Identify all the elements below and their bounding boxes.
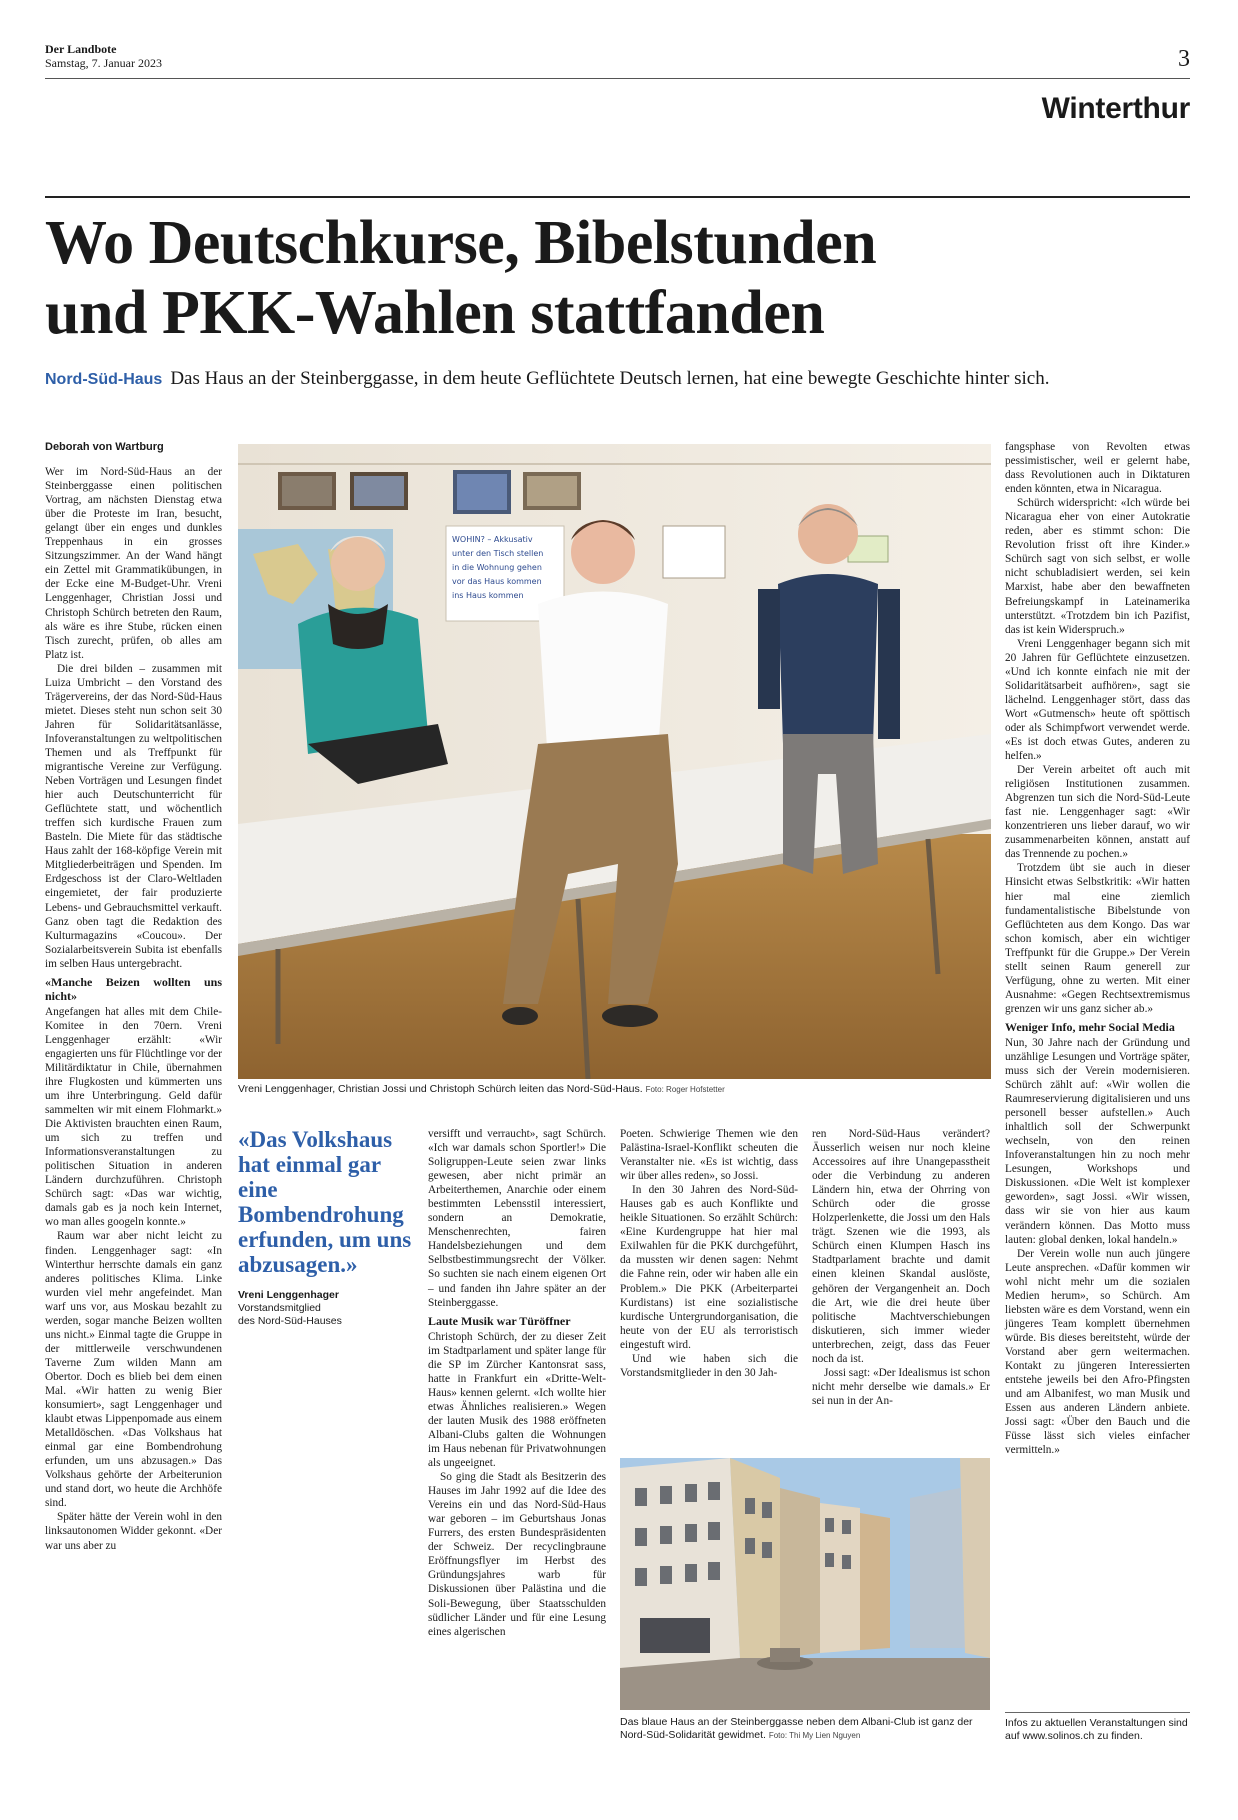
paragraph: versifft und verraucht», sagt Schürch. «Ich war damals schon Sportler!» Die Soligruppen-Leute seien zwar links gewesen, aber nicht primär an Arbeiterthemen, Anarchie oder einem bestimmten Lebensstil interessiert, sondern an Demokratie, Menschenrechten, fairen Handelsbeziehungen und dem Selbstbestimmungsrecht der Völker. So suchten sie nach einem eigenen Ort – und fanden ihn Jahre später an der Steinberggasse. (428, 1128, 606, 1309)
main-photo (238, 444, 991, 1079)
paragraph: Und wie haben sich die Vorstandsmitglieder in den 30 Jah- (620, 1352, 798, 1379)
paragraph: In den 30 Jahren des Nord-Süd-Hauses gab es auch Konflikte und heikle Situationen. So erzählt Schürch: «Eine Kurdengruppe hat hier mal Exilwahlen für die PKK durchgeführt, da mussten wir denen sagen: Nehmt die Fahne rein, oder wir haben alle ein Problem.» Die PKK (Arbeiterpartei Kurdistans) ist eine sozialistische kurdische Untergrundorganisation, die heute von der EU als terroristisch eingestuft wird. (620, 1184, 798, 1351)
newspaper-name: Der Landbote (45, 42, 117, 56)
column-6 (1005, 440, 1190, 1457)
street-photo-caption (620, 1716, 990, 1742)
board-line: vor das Haus kommen (452, 577, 542, 586)
issue-date: Samstag, 7. Januar 2023 (45, 56, 162, 70)
paragraph: Der Verein arbeitet oft auch mit religiösen Institutionen zusammen. Abgrenzen tun sich die Nord-Süd-Leute fast nie. Lenggenhager sagt: «Wir konzentrieren uns lieber darauf, wo wir zusammenarbeiten können, anstatt auf das Trennende zu pochen.» (1005, 764, 1190, 861)
paragraph: Poeten. Schwierige Themen wie den Palästina-Israel-Konflikt scheuten die Veranstalter nie. «Es ist wichtig, dass wir über alles reden», so Jossi. (620, 1128, 798, 1183)
paragraph: Später hätte der Verein wohl in den linksautonomen Widder gekonnt. «Der war uns aber zu (45, 1511, 222, 1552)
paragraph: Vreni Lenggenhager begann sich mit 20 Jahren für Geflüchtete einzusetzen. «Und ich konnte einfach nie mit der Solidaritätsarbeit aufhören», sagt sie lächelnd. Lenggenhager stört, dass das Wort «Gutmensch» heute oft spöttisch oder als Schimpfwort verwendet werde. «Es ist doch etwas Gutes, anderen zu helfen.» (1005, 637, 1190, 763)
quote-role: des Nord-Süd-Hauses (238, 1315, 342, 1327)
street-photo (620, 1458, 990, 1710)
paragraph: So ging die Stadt als Besitzerin des Hauses im Jahr 1992 auf die Idee des Vereins ein und das Nord-Süd-Haus war geboren – im Geburtshaus Jonas Furrers, des ersten Bundespräsidenten der Schweiz. Der recyclingbraune Eröffnungsflyer im Herbst des Gründungsjahres warb für Diskussionen über Palästina und die Soli-Bewegung, über Staatsschulden südlicher Länder und für eine Lesung eines algerischen (428, 1471, 606, 1638)
paragraph: fangsphase von Revolten etwas pessimistischer, weil er gelernt habe, dass Revolutionen auch in Diktaturen enden könnten, etwa in Nicaragua. (1005, 441, 1190, 496)
paragraph: Nun, 30 Jahre nach der Gründung und unzählige Lesungen und Vorträge später, muss sich der Verein modernisieren. Schürch zählt auf: «Wir wollen die Raumreservierung digitalisieren und uns personell besser aufstellen.» Auch inhaltlich soll der Schwerpunkt wechseln, von den reinen Infoveranstaltungen hin zu noch mehr Lesungen, Workshops und Diskussionen. «Die Welt ist komplexer geworden», sagt Jossi. «Wir wissen, dass wir sie von hier aus kaum verändern können. Das Motto muss lauten: global denken, lokal handeln.» (1005, 1036, 1190, 1246)
caption-text: Das blaue Haus an der Steinberggasse neben dem Albani-Club ist ganz der Nord-Süd-Solidarität gewidmet. (620, 1716, 973, 1741)
subheading: Weniger Info, mehr Social Media (1005, 1019, 1175, 1034)
masthead (45, 42, 162, 70)
info-box: Infos zu aktuellen Veranstaltungen sind auf www.solinos.ch zu finden. (1005, 1717, 1188, 1742)
subheading: Laute Musik war Türöffner (428, 1313, 571, 1328)
page-number: 3 (1178, 46, 1190, 72)
section-title: Winterthur (1041, 92, 1190, 125)
paragraph: Wer im Nord-Süd-Haus an der Steinberggasse einen politischen Vortrag, am nächsten Dienstag etwa über die Proteste im Iran, besucht, gelangt über ein enges und dunkles Treppenhaus in ein grosses Sitzungszimmer. An der Wand hängt ein Zettel mit Grammatikübungen, in der Ecke eine M-Budget-Uhr. Vreni Lenggenhager, Christian Jossi und Christoph Schürch betreten den Raum, als wäre es ihre Stube, rücken einen Tisch zurecht, prüfen, ob alles am Platz ist. (45, 466, 222, 661)
lead (45, 367, 1195, 392)
quote-role: Vorstandsmitglied (238, 1302, 321, 1314)
column-3 (428, 1127, 606, 1639)
headline-rule (45, 196, 1190, 198)
pull-quote (238, 1127, 418, 1328)
photo-credit: Foto: Roger Hofstetter (645, 1085, 725, 1094)
paragraph: ren Nord-Süd-Haus verändert? Äusserlich weisen nur noch kleine Accessoires auf ihre Unangepasstheit oder die Verbindung zu anderen Ländern hin, etwa der Ohrring von Schürch oder die grosse Holzperlenkette, die Jossi um den Hals trägt. Szenen wie die 1993, als Schürch einen Klumpen Hasch ins Stadtparlament brachte und damit einen kleinen Skandal auslöste, gehören der Vergangenheit an. Doch die Art, wie die drei heute über politische Machtverschiebungen diskutieren, sich immer wieder unterbrechen, zeigt, dass das Feuer noch da ist. (812, 1128, 990, 1365)
paragraph: Der Verein wolle nun auch jüngere Leute ansprechen. «Dafür kommen wir wohl nicht mehr um die sozialen Medien herum», so Schürch. Am liebsten wäre es dem Vorstand, wenn ein jüngeres Team komplett übernehmen würde. Bis dieses bereitsteht, würde der Vorstand aber gern weitermachen. Kontakt zu jüngeren Interessierten entstehe jeweils bei den Afro-Pfingsten und am Albanifest, wo man Musik und Essen aus anderen Ländern anbiete. Jossi sagt: «Über den Bauch und die Füsse lässt sich vieles einfacher vermitteln.» (1005, 1247, 1190, 1457)
paragraph: Trotzdem übt sie auch in dieser Hinsicht etwas Selbstkritik: «Wir hatten hier mal eine ziemlich fundamentalistische Bibelstunde von Geflüchteten aus dem Kongo. Das war schon komisch, aber ein wichtiger Treffpunkt für die Gruppe.» Der Verein stellt seinen Raum generell zur Verfügung, ohne zu werten. Mit einer Ausnahme: «Gegen Rechtsextremismus grenzen wir uns ganz sicher ab.» (1005, 862, 1190, 1015)
headline-line-2: und PKK-Wahlen stattfanden (45, 279, 825, 347)
headline-line-1: Wo Deutschkurse, Bibelstunden (45, 209, 877, 277)
photo-credit: Foto: Thi My Lien Nguyen (768, 1731, 861, 1740)
column-5 (812, 1127, 990, 1408)
info-rule (1005, 1712, 1190, 1713)
caption-text: Vreni Lenggenhager, Christian Jossi und Christoph Schürch leiten das Nord-Süd-Haus. (238, 1083, 643, 1095)
author-byline: Deborah von Wartburg (45, 441, 164, 453)
quote-name: Vreni Lenggenhager (238, 1289, 339, 1301)
header-rule (45, 78, 1190, 79)
column-4 (620, 1127, 798, 1380)
lead-text: Das Haus an der Steinberggasse, in dem heute Geflüchtete Deutsch lernen, hat eine bewegte Geschichte hinter sich. (170, 368, 1050, 389)
board-line: ins Haus kommen (452, 591, 524, 600)
paragraph: Jossi sagt: «Der Idealismus ist schon nicht mehr derselbe wie damals.» Er sei nun in der An- (812, 1366, 990, 1407)
paragraph: Christoph Schürch, der zu dieser Zeit im Stadtparlament und später lange für die SP im Zürcher Kantonsrat sass, hatte in Frankfurt ein «Dritte-Welt-Haus» kennen gelernt. «Ich wollte hier etwas Ähnliches realisieren.» Wegen der lauten Musik des 1988 eröffneten Albani-Clubs galten die Wohnungen im Haus nebenan für Privatwohnungen als ungeeignet. (428, 1330, 606, 1470)
board-line: in die Wohnung gehen (452, 563, 542, 572)
paragraph: Angefangen hat alles mit dem Chile-Komitee in den 70ern. Vreni Lenggenhager erzählt: «Wir engagierten uns für Flüchtlinge vor der Militärdiktatur in Chile, übernahmen ihre Flugkosten und kümmerten uns um ihre Unterbringung. Geld dafür sammelten wir mit einem Flohmarkt.» Die Aktivisten brauchten einen Raum, um sich zu treffen und Informationsveranstaltungen zu politischen Situation in anderen Ländern durchzuführen. Christoph Schürch sagt: «Das war wichtig, damals gab es ja noch kein Internet, wo man alles googeln konnte.» (45, 1005, 222, 1229)
board-line: unter den Tisch stellen (452, 549, 544, 558)
paragraph: Schürch widerspricht: «Ich würde bei Nicaragua eher von einer Autokratie reden, aber es stimmt schon: Die Revolution frisst oft ihre Kinder.» Schürch sagt von sich selbst, er wolle nicht schubladisiert werden, sei kein Marxist, habe aber den bewaffneten Befreiungskampf in Lateinamerika unterstützt. «Trotzdem bin ich Pazifist, das ist kein Widerspruch.» (1005, 497, 1190, 636)
headline (45, 208, 1195, 348)
paragraph: Raum war aber nicht leicht zu finden. Lenggenhager sagt: «In Winterthur herrschte damals ein ganz anderes politisches Klima. Linke wurden viel mehr angefeindet. Man warf uns vor, aus Moskau bezahlt zu werden, sogar manche Beizen wollten uns nicht.» Einmal tagte die Gruppe in der mittlerweile verschwundenen Taverne Zum wilden Mann am Obertor. Doch es blieb bei dem einen Mal. «Wir hatten zu wenig Bier konsumiert», sagt Lenggenhager und klaubt etwas Lippenpomade aus einem Metalldöschen. «Das Volkshaus hat einmal gar eine Bombendrohung erfunden, um uns abzusagen.» Das Volkshaus gehörte der Arbeiterunion und stand dort, wo heute die Archhöfe sind. (45, 1230, 222, 1510)
subheading: «Manche Beizen wollten uns nicht» (45, 974, 222, 1003)
paragraph: Die drei bilden – zusammen mit Luiza Umbricht – den Vorstand des Trägervereins, der das Nord-Süd-Haus mietet. Dieses steht nun schon seit 30 Jahren für Solidaritätsanlässe, Infoveranstaltungen zu weltpolitischen Themen und als Treffpunkt für migrantische Vereine zur Verfügung. Neben Vorträgen und Lesungen findet hier auch Deutschunterricht für Geflüchtete statt, und wöchentlich treffen sich kurdische Frauen zum Basteln. Die Miete für das städtische Haus zahlt der 168-köpfige Verein mit Mitgliederbeiträgen und Spenden. Im Erdgeschoss ist der Claro-Weltladen eingemietet, der fair produzierte Lebens- und Gebrauchsmittel verkauft. Ganz oben tagt die Redaktion des Kulturmagazins «Coucou». Der Sozialarbeitsverein Subita ist ebenfalls im selben Haus untergebracht. (45, 662, 222, 970)
column-1 (45, 440, 222, 1553)
main-photo-caption (238, 1083, 991, 1096)
board-line: WOHIN? – Akkusativ (452, 535, 533, 544)
quote-text: «Das Volkshaus hat einmal gar eine Bombendrohung erfunden, um uns abzusagen.» (238, 1127, 412, 1277)
lead-kicker: Nord-Süd-Haus (45, 371, 163, 388)
